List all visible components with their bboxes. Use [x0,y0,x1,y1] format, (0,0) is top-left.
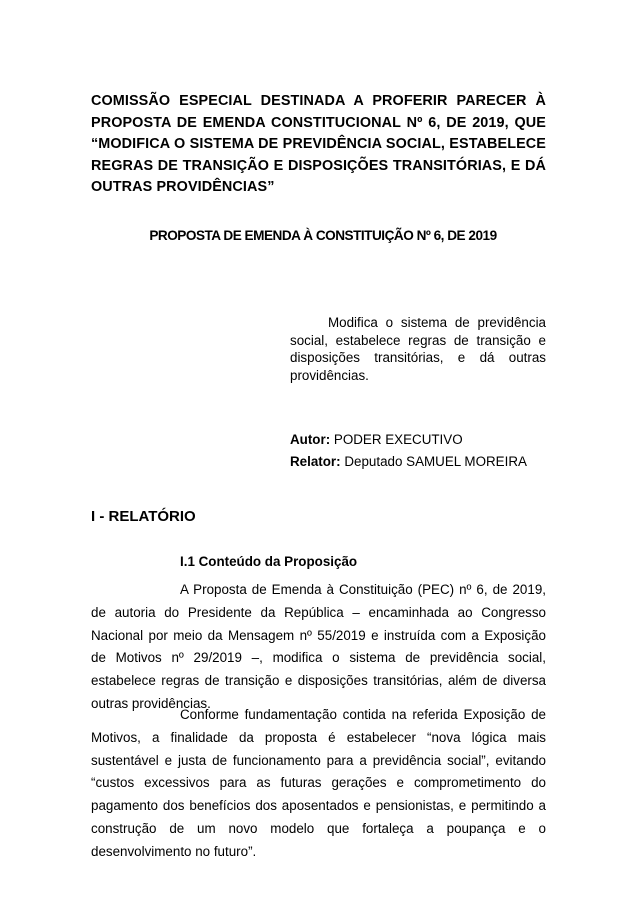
pec-title: PROPOSTA DE EMENDA À CONSTITUIÇÃO Nº 6, DE 2019 [149,228,497,243]
author-label: Autor: [290,432,331,447]
author-value: PODER EXECUTIVO [333,432,463,447]
author-line [290,430,463,450]
paragraph: Conforme fundamentação contida na referida Exposição de Motivos, a finalidade da proposta é estabelecer “nova lógica mais sustentável e justa de funcionamento para a previdência social”, evitando “custos excessivos para as futuras gerações e comprometimento do pagamento dos benefícios dos aposentados e pensionistas, e permitindo a construção de um novo modelo que fortaleça a poupança e o desenvolvimento no futuro”. [91,707,546,859]
section-heading: I - RELATÓRIO [91,508,196,525]
subsection-heading: I.1 Conteúdo da Proposição [180,554,358,569]
paragraph: A Proposta de Emenda à Constituição (PEC) nº 6, de 2019, de autoria do Presidente da República – encaminhada ao Congresso Nacional por meio da Mensagem nº 55/2019 e instruída com a Exposição de Motivos nº 29/2019 –, modifica o sistema de previdência social, estabelece regras de transição e disposições transitórias, além de diversa outras providências. [91,582,546,711]
rapporteur-label: Relator: [290,454,341,469]
commission-heading: COMISSÃO ESPECIAL DESTINADA A PROFERIR PARECER À PROPOSTA DE EMENDA CONSTITUCIONAL Nº 6, DE 2019, QUE “MODIFICA O SISTEMA DE PREVIDÊNCIA SOCIAL, ESTABELECE REGRAS DE TRANSIÇÃO E DISPOSIÇÕES TRANSITÓRIAS, E DÁ OUTRAS PROVIDÊNCIAS” [91,93,546,195]
ementa-text: Modifica o sistema de previdência social, estabelece regras de transição e disposições transitórias, e dá outras providências. [290,315,546,383]
rapporteur-value: Deputado SAMUEL MOREIRA [344,454,527,469]
rapporteur-line [290,452,527,472]
